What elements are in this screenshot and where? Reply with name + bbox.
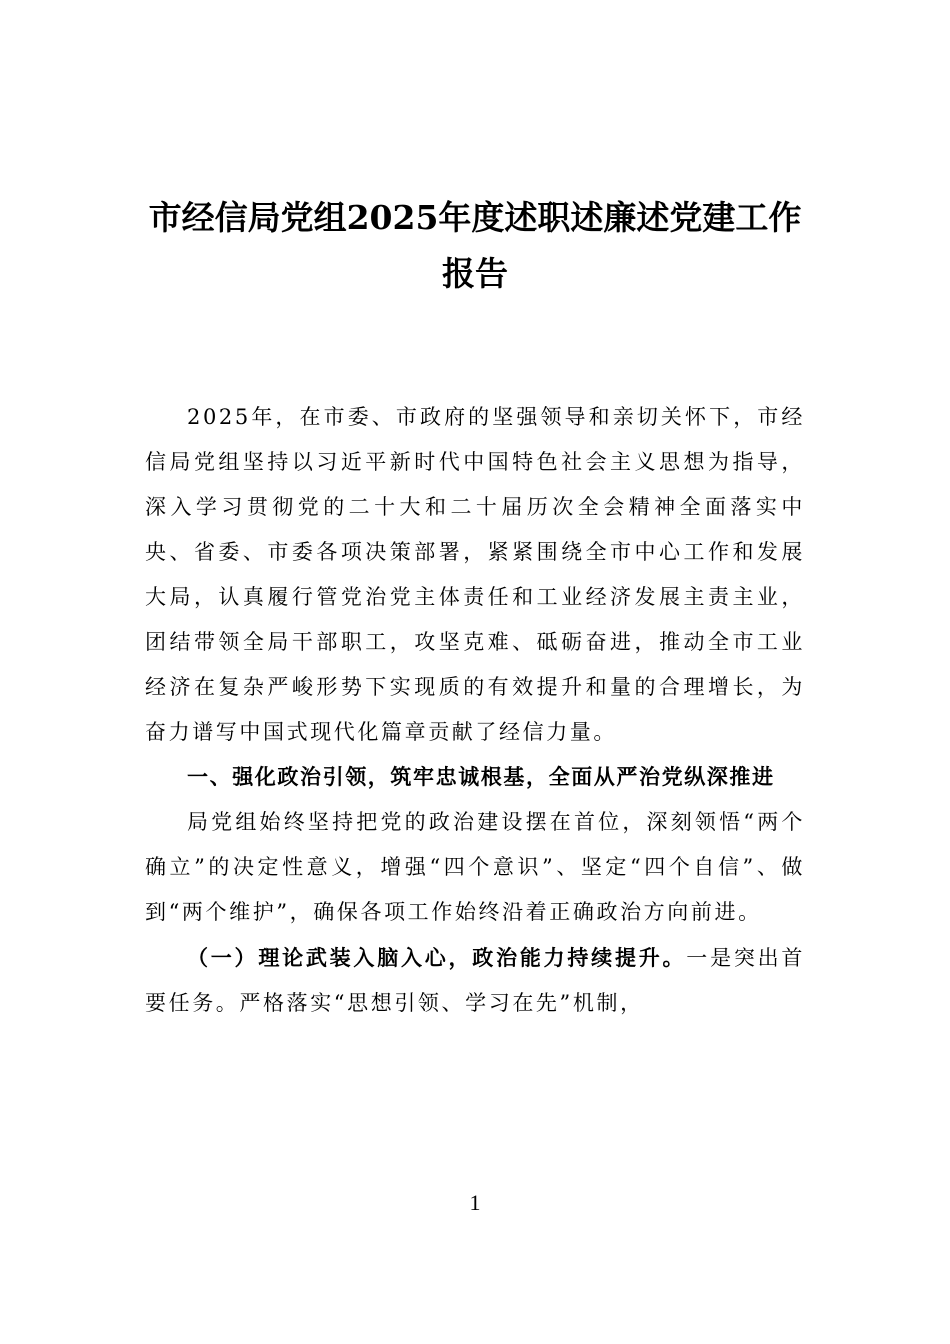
subsection-paragraph — [145, 935, 805, 1026]
section-paragraph: 局党组始终坚持把党的政治建设摆在首位，深刻领悟“两个确立”的决定性意义，增强“四个意识”、坚定“四个自信”、做到“两个维护”，确保各项工作始终沿着正确政治方向前进。 — [145, 810, 805, 924]
document-body — [145, 395, 805, 1026]
section-heading: 一、强化政治引领，筑牢忠诚根基，全面从严治党纵深推进 — [187, 765, 775, 789]
document-title: 市经信局党组2025年度述职述廉述党建工作报告 — [148, 198, 802, 293]
page-number: 1 — [469, 1190, 481, 1215]
subsection-heading: （一）理论武装入脑入心，政治能力持续提升。 — [187, 945, 687, 970]
subsection-text: 一是突出首要任务。严格落实“思想引领、学习在先”机制， — [145, 946, 805, 1015]
intro-paragraph: 2025年，在市委、市政府的坚强领导和亲切关怀下，市经信局党组坚持以习近平新时代中国特色社会主义思想为指导，深入学习贯彻党的二十大和二十届历次全会精神全面落实中央、省委、市委各项决策部署，紧紧围绕全市中心工作和发展大局，认真履行管党治党主体责任和工业经济发展主责主业，团结带领全局干部职工，攻坚克难、砥砺奋进，推动全市工业经济在复杂严峻形势下实现质的有效提升和量的合理增长，为奋力谱写中国式现代化篇章贡献了经信力量。 — [145, 405, 805, 744]
